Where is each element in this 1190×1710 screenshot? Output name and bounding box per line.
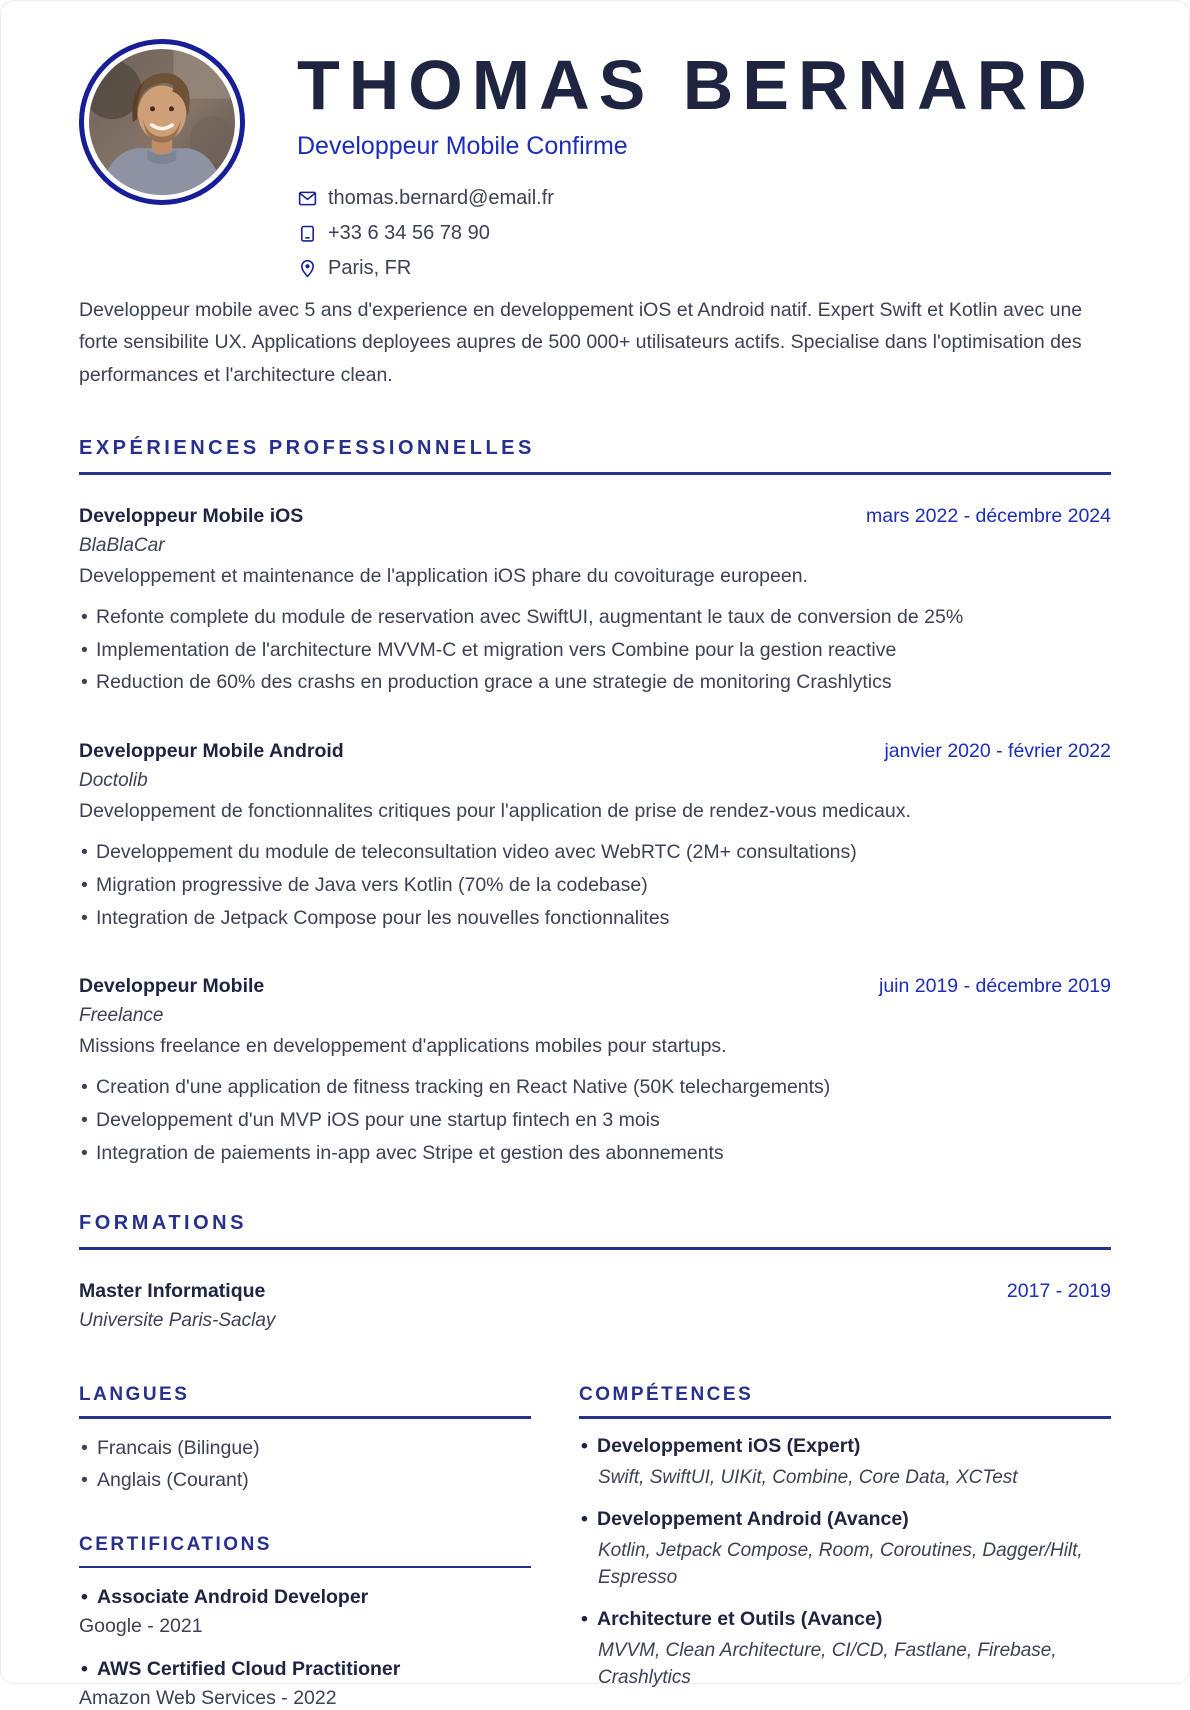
job-description: Developpement de fonctionnalites critiques pour l'application de prise de rendez-vous medicaux. — [79, 800, 911, 823]
job-bullet: • Developpement d'un MVP iOS pour une startup fintech en 3 mois — [79, 1108, 1111, 1134]
education-head — [79, 1280, 1111, 1303]
section-rule — [79, 1566, 531, 1569]
section-rule — [79, 472, 1111, 475]
certification-name: • AWS Certified Cloud Practitioner — [79, 1658, 531, 1681]
job-bullets — [79, 605, 1111, 696]
job-bullet: • Implementation de l'architecture MVVM-C et migration vers Combine pour la gestion reactive — [79, 638, 1111, 664]
section-rule — [579, 1416, 1111, 1419]
column-right — [579, 1384, 1111, 1710]
skill-name: • Architecture et Outils (Avance) — [579, 1608, 1111, 1631]
section-languages — [79, 1384, 531, 1492]
phone-icon — [297, 223, 318, 244]
certification-entry — [79, 1586, 531, 1638]
job-role: Developpeur Mobile Android — [79, 740, 344, 763]
contact-email-value: thomas.bernard@email.fr — [328, 186, 554, 209]
skill-name: • Developpement Android (Avance) — [579, 1508, 1111, 1531]
section-title-education: FORMATIONS — [79, 1212, 247, 1235]
job-bullet: • Refonte complete du module de reservation avec SwiftUI, augmentant le taux de conversion de 25% — [79, 605, 1111, 631]
section-experience — [79, 437, 1111, 1167]
job-title: Developpeur Mobile Confirme — [297, 131, 628, 160]
skill-tools: MVVM, Clean Architecture, CI/CD, Fastlane, Firebase, Crashlytics — [598, 1639, 1057, 1689]
job-bullet: • Migration progressive de Java vers Kotlin (70% de la codebase) — [79, 873, 1111, 899]
job-entry — [79, 505, 1111, 696]
education-dates: 2017 - 2019 — [1006, 1280, 1111, 1303]
job-bullet: • Reduction de 60% des crashs en production grace a une strategie de monitoring Crashlytics — [79, 670, 1111, 696]
section-title-experience: EXPÉRIENCES PROFESSIONNELLES — [79, 436, 535, 459]
education-school: Universite Paris-Saclay — [79, 1310, 276, 1332]
job-bullet: • Creation d'une application de fitness tracking en React Native (50K telechargements) — [79, 1075, 1111, 1101]
contact-phone-value: +33 6 34 56 78 90 — [328, 221, 490, 244]
job-dates: mars 2022 - décembre 2024 — [866, 504, 1111, 527]
language-item: • Francais (Bilingue) — [79, 1437, 531, 1460]
job-bullet: • Integration de paiements in-app avec Stripe et gestion des abonnements — [79, 1141, 1111, 1167]
language-item: • Anglais (Courant) — [79, 1469, 531, 1492]
job-description: Developpement et maintenance de l'application iOS phare du covoiturage europeen. — [79, 564, 808, 587]
section-rule — [79, 1247, 1111, 1250]
contact-email — [297, 187, 1111, 210]
job-head — [79, 505, 1111, 528]
resume-header — [79, 39, 1111, 280]
job-entry — [79, 975, 1111, 1166]
skill-group — [579, 1608, 1111, 1692]
job-role: Developpeur Mobile — [79, 975, 265, 998]
contact-location — [297, 257, 1111, 280]
certification-entry — [79, 1658, 531, 1710]
column-left — [79, 1384, 531, 1710]
skill-group — [579, 1508, 1111, 1592]
language-list — [79, 1437, 531, 1492]
certification-name: • Associate Android Developer — [79, 1586, 531, 1609]
job-bullet: • Developpement du module de teleconsultation video avec WebRTC (2M+ consultations) — [79, 840, 1111, 866]
contact-phone — [297, 222, 1111, 245]
section-skills — [579, 1384, 1111, 1691]
section-rule — [79, 1416, 531, 1419]
person-name: THOMAS BERNARD — [297, 46, 1096, 124]
skill-tools: Kotlin, Jetpack Compose, Room, Coroutines, Dagger/Hilt, Espresso — [598, 1539, 1083, 1589]
job-company: Freelance — [79, 1005, 164, 1027]
section-education — [79, 1212, 1111, 1332]
bottom-columns — [79, 1384, 1111, 1710]
section-certifications — [79, 1534, 531, 1710]
job-dates: juin 2019 - décembre 2019 — [879, 975, 1111, 998]
certification-issuer: Google - 2021 — [79, 1615, 203, 1638]
section-title-languages: LANGUES — [79, 1384, 190, 1406]
job-head — [79, 975, 1111, 998]
section-title-certifications: CERTIFICATIONS — [79, 1533, 272, 1555]
certification-issuer: Amazon Web Services - 2022 — [79, 1687, 337, 1710]
profile-photo — [79, 39, 245, 205]
job-entry — [79, 740, 1111, 931]
job-company: Doctolib — [79, 770, 148, 792]
skill-group — [579, 1435, 1111, 1492]
education-degree: Master Informatique — [79, 1280, 266, 1303]
header-info — [297, 39, 1111, 280]
profile-summary: Developpeur mobile avec 5 ans d'experience en developpement iOS et Android natif. Expert Swift et Kotlin avec une forte sensibilite UX. Applications deployees aupres de 500 000+ utilisateurs actifs. Specialise dans l'optimisation des performances et l'architecture clean. — [79, 298, 1083, 386]
job-bullets — [79, 840, 1111, 931]
job-dates: janvier 2020 - février 2022 — [884, 740, 1111, 763]
section-title-skills: COMPÉTENCES — [579, 1384, 754, 1406]
mail-icon — [297, 188, 318, 209]
job-role: Developpeur Mobile iOS — [79, 504, 304, 527]
job-company: BlaBlaCar — [79, 534, 165, 556]
contact-location-value: Paris, FR — [328, 256, 412, 279]
job-bullet: • Integration de Jetpack Compose pour les nouvelles fonctionnalites — [79, 906, 1111, 932]
pin-icon — [297, 258, 318, 279]
skill-name: • Developpement iOS (Expert) — [579, 1435, 1111, 1458]
job-head — [79, 740, 1111, 763]
profile-photo-illustration — [89, 49, 235, 195]
job-description: Missions freelance en developpement d'applications mobiles pour startups. — [79, 1035, 727, 1058]
job-bullets — [79, 1075, 1111, 1166]
skill-tools: Swift, SwiftUI, UIKit, Combine, Core Data, XCTest — [598, 1466, 1018, 1488]
contact-list — [297, 187, 1111, 280]
education-entry — [79, 1280, 1111, 1332]
